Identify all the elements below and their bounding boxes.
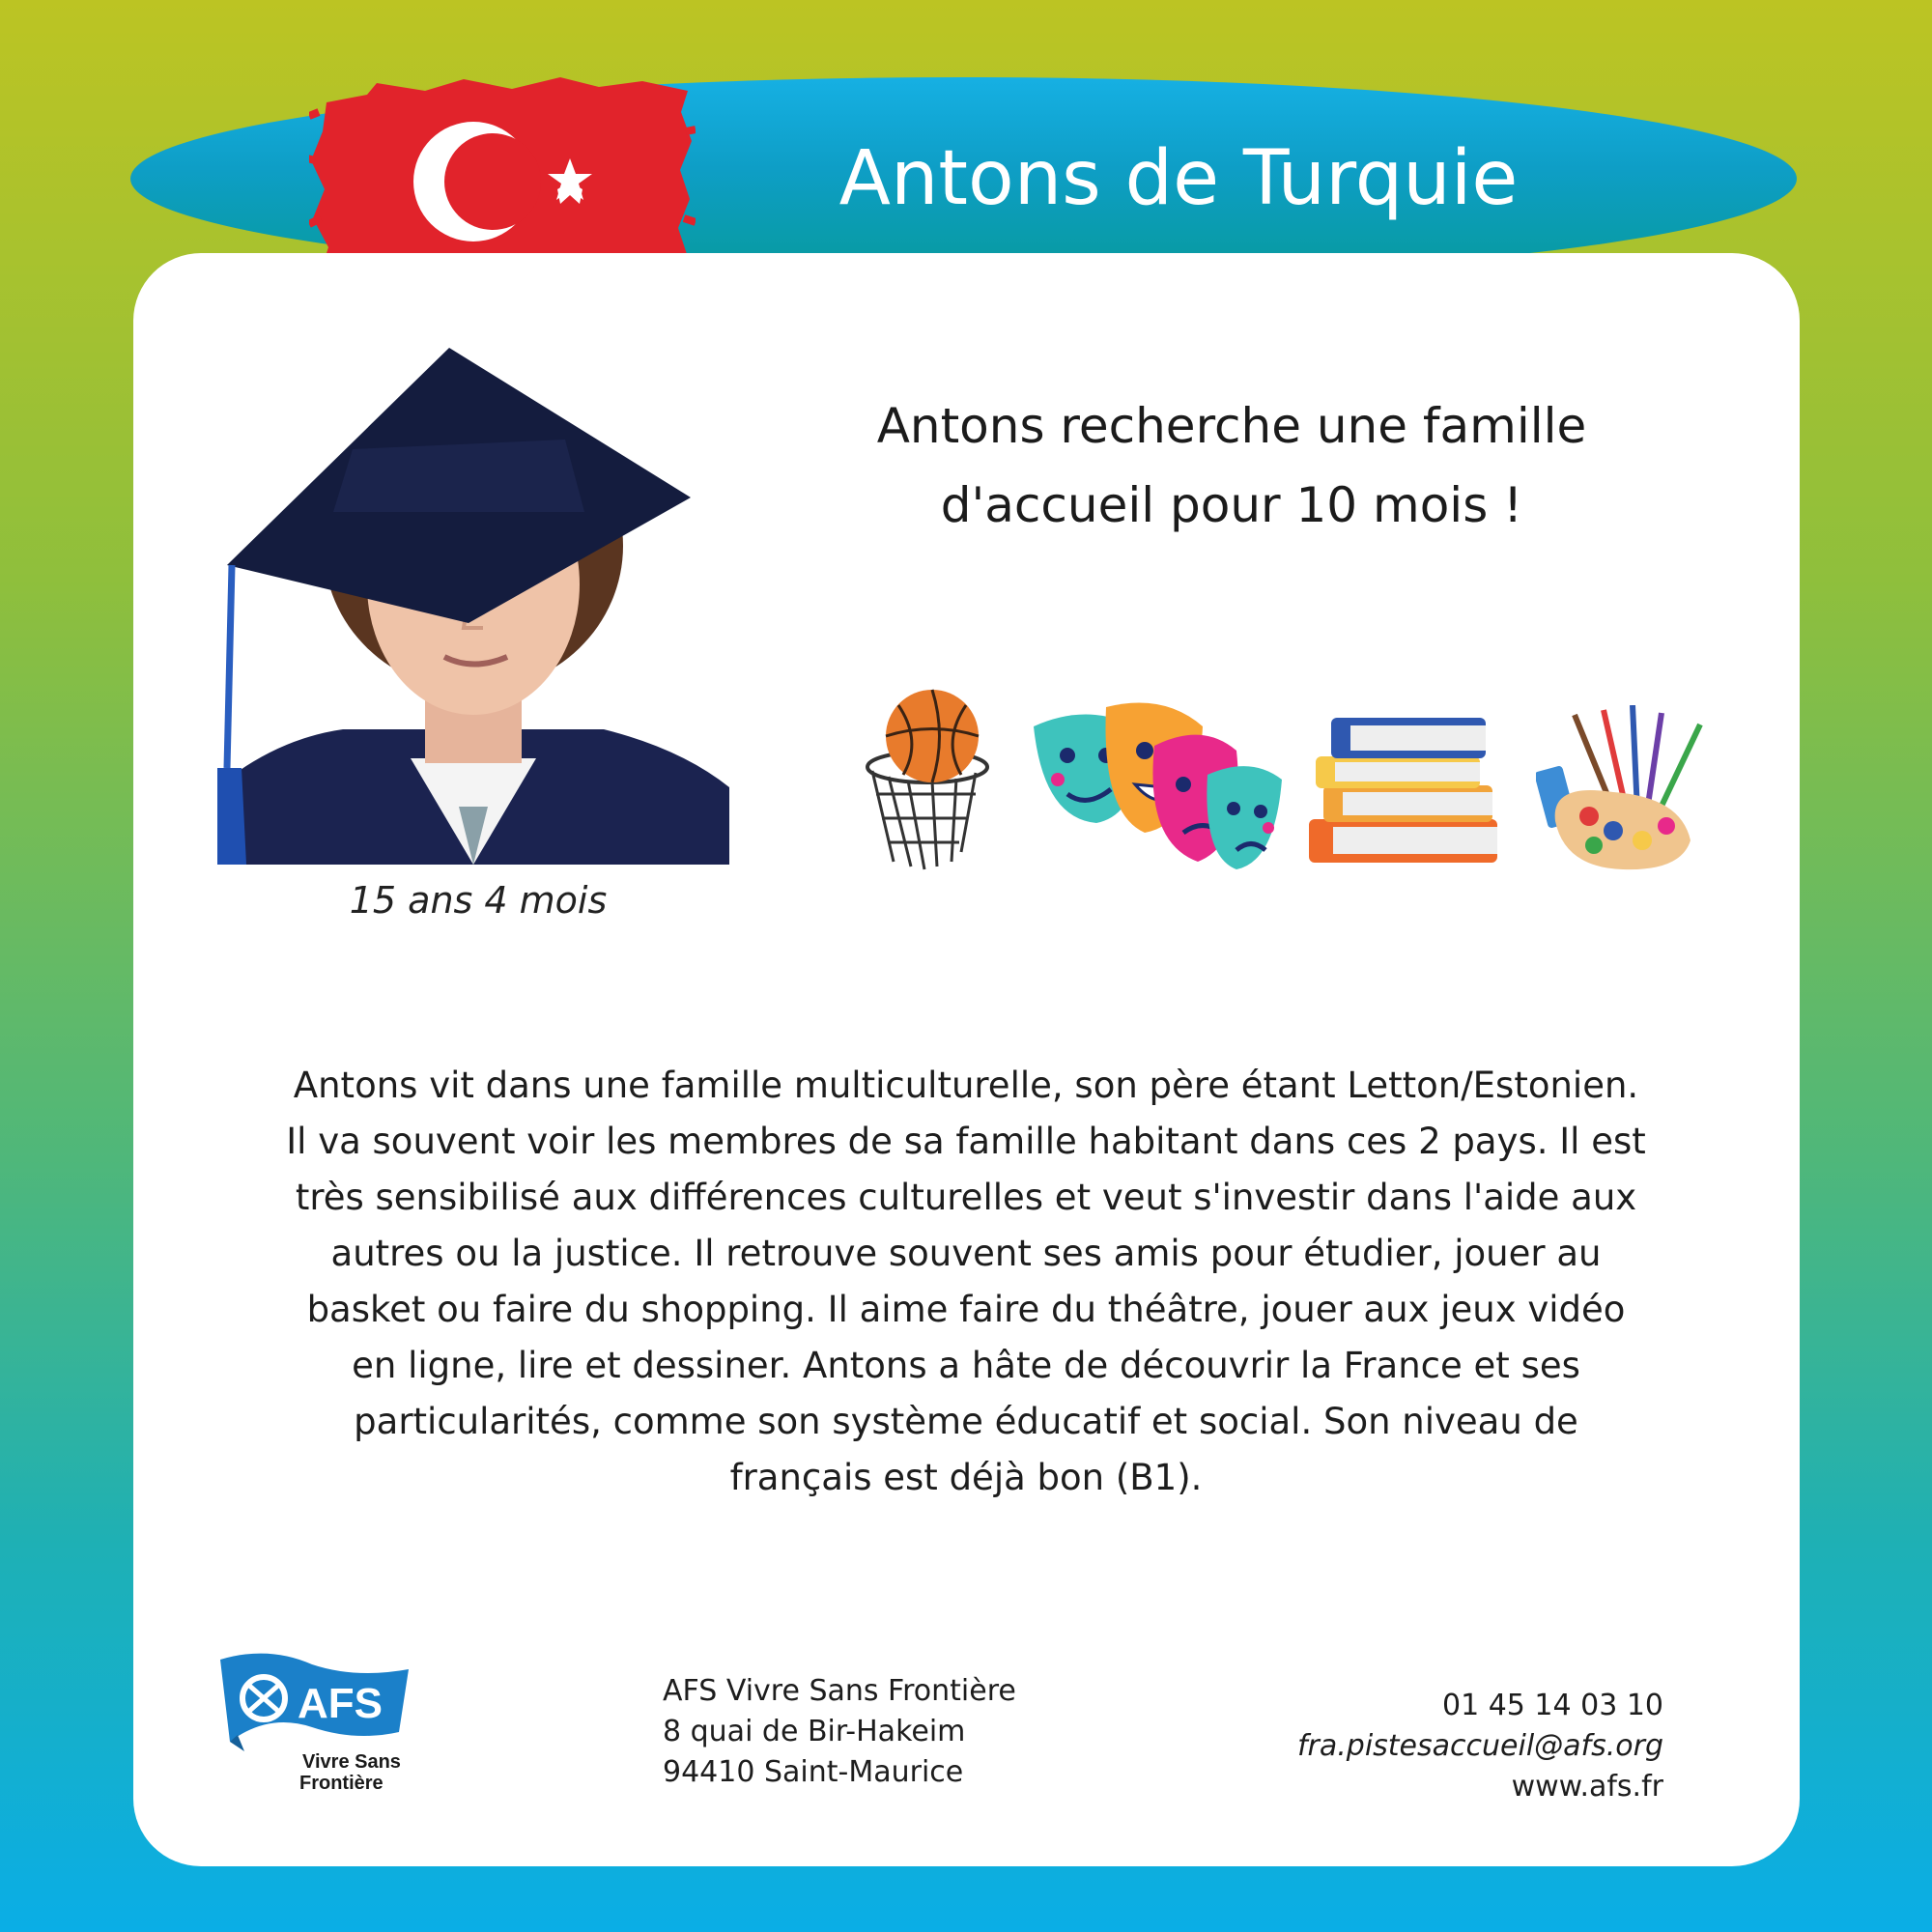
page-title: Antons de Turquie	[838, 135, 1519, 222]
books-stack-icon	[1304, 713, 1507, 867]
student-graduation-photo	[217, 304, 729, 865]
website-link[interactable]: www.afs.fr	[1511, 1770, 1663, 1804]
description	[188, 1058, 1744, 1521]
logo-tagline-1: Vivre Sans	[302, 1751, 401, 1773]
headline	[773, 386, 1690, 560]
age-label: 15 ans 4 mois	[349, 879, 608, 922]
address-block	[663, 1671, 1146, 1806]
headline-line-2: d'accueil pour 10 mois !	[940, 477, 1523, 533]
afs-logo	[211, 1650, 415, 1795]
description-line: Il va souvent voir les membres de sa famille habitant dans ces 2 pays. Il est	[286, 1121, 1646, 1162]
description-line: autres ou la justice. Il retrouve souvent ses amis pour étudier, jouer au	[330, 1233, 1602, 1274]
description-line: en ligne, lire et dessiner. Antons a hâte de découvrir la France et ses	[352, 1345, 1580, 1386]
address-line-1: AFS Vivre Sans Frontière	[663, 1674, 1016, 1708]
description-line: Antons vit dans une famille multiculturelle, son père étant Letton/Estonien.	[293, 1065, 1639, 1106]
art-palette-icon	[1536, 705, 1719, 874]
theater-masks-icon	[1029, 697, 1285, 871]
phone-number: 01 45 14 03 10	[1441, 1689, 1663, 1722]
headline-line-1: Antons recherche une famille	[876, 398, 1587, 454]
basketball-hoop-icon	[855, 688, 990, 871]
address-line-3: 94410 Saint-Maurice	[663, 1755, 964, 1789]
contact-block	[1159, 1686, 1663, 1821]
description-line: français est déjà bon (B1).	[729, 1457, 1203, 1498]
description-line: basket ou faire du shopping. Il aime faire du théâtre, jouer aux jeux vidéo	[306, 1289, 1626, 1330]
logo-brand: AFS	[298, 1680, 383, 1727]
description-line: particularités, comme son système éducatif et social. Son niveau de	[354, 1401, 1578, 1442]
email-link[interactable]: fra.pistesaccueil@afs.org	[1296, 1729, 1663, 1763]
logo-tagline-2: Frontière	[299, 1773, 384, 1794]
address-line-2: 8 quai de Bir-Hakeim	[663, 1715, 966, 1748]
description-line: très sensibilisé aux différences culturelles et veut s'investir dans l'aide aux	[295, 1177, 1637, 1218]
